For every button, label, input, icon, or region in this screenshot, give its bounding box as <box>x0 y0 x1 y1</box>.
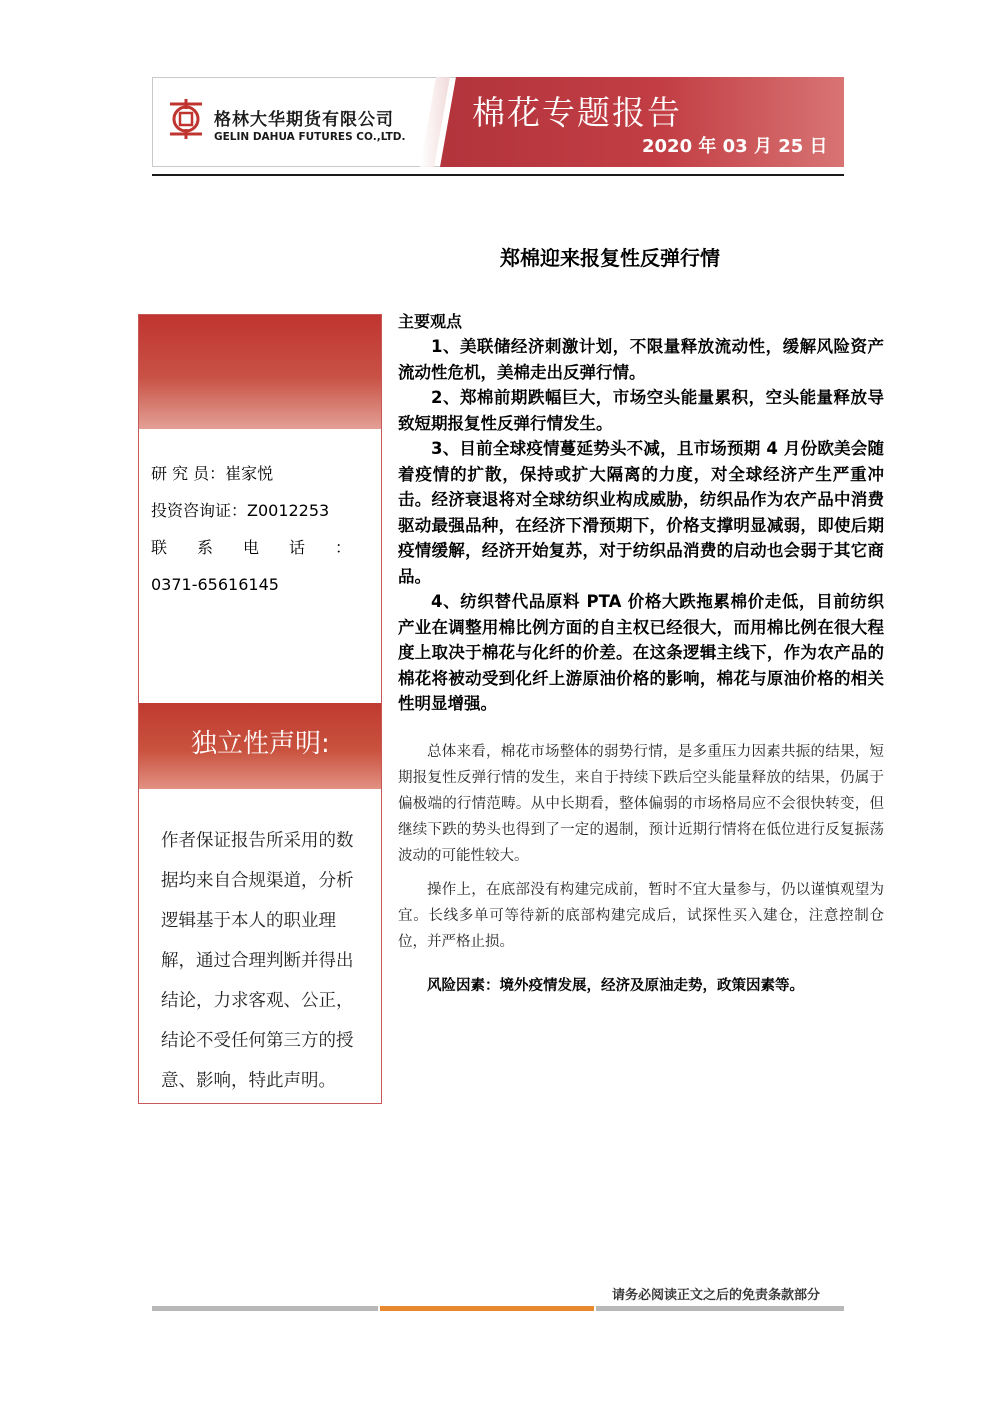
key-points-heading: 主要观点 <box>398 312 463 331</box>
phone-number: 0371-65616145 <box>151 575 279 594</box>
footer-bar-right <box>596 1306 844 1311</box>
phone-label-char: 电 <box>242 538 259 557</box>
phone-label-char: ： <box>334 538 351 557</box>
sidebar-top-band <box>139 315 381 429</box>
sidebar-panel <box>138 314 382 1104</box>
risk-factors: 风险因素：境外疫情发展，经济及原油走势，政策因素等。 <box>427 977 804 994</box>
header-divider <box>152 174 844 176</box>
company-name-cn: 格林大华期货有限公司 <box>214 110 394 130</box>
key-point: 1、美联储经济刺激计划，不限量释放流动性，缓解风险资产流动性危机，美棉走出反弹行情。 <box>398 337 884 382</box>
report-date: 2020 年 03 月 25 日 <box>642 136 828 157</box>
summary-paragraph: 总体来看，棉花市场整体的弱势行情，是多重压力因素共振的结果，短期报复性反弹行情的发生，来自于持续下跌后空头能量释放的结果，仍属于偏极端的行情范畴。从中长期看，整体偏弱的市场格局应不会很快转变，但继续下跌的势头也得到了一定的遏制，预计近期行情将在低位进行反复振荡波动的可能性较大。 <box>398 743 884 864</box>
company-logo-icon <box>166 96 206 142</box>
footer-bar-left <box>152 1306 378 1311</box>
key-point: 3、目前全球疫情蔓延势头不减，且市场预期 4 月份欧美会随着疫情的扩散，保持或扩大隔离的力度，对全球经济产生严重冲击。经济衰退将对全球纺织业构成威胁，纺织品作为农产品中消费驱动最强品种，在经济下滑预期下，价格支撑明显减弱，即使后期疫情缓解，经济开始复苏，对于纺织品消费的启动也会弱于其它商品。 <box>398 439 884 586</box>
company-name-en: GELIN DAHUA FUTURES CO.,LTD. <box>214 131 406 143</box>
declaration-text: 作者保证报告所采用的数据均来自合规渠道，分析逻辑基于本人的职业理解，通过合理判断并得出结论，力求客观、公正，结论不受任何第三方的授意、影响，特此声明。 <box>161 831 354 1091</box>
phone-label-char: 话 <box>288 538 305 557</box>
document-title: 郑棉迎来报复性反弹行情 <box>500 246 720 270</box>
analyst-license: 投资咨询证：Z0012253 <box>151 501 330 520</box>
report-type-title: 棉花专题报告 <box>472 93 682 132</box>
analyst-name: 研 究 员：崔家悦 <box>151 464 274 483</box>
key-point: 2、郑棉前期跌幅巨大，市场空头能量累积，空头能量释放导致短期报复性反弹行情发生。 <box>398 388 884 433</box>
disclaimer-note: 请务必阅读正文之后的免责条款部分 <box>612 1288 821 1303</box>
key-point: 4、纺织替代品原料 PTA 价格大跌拖累棉价走低，目前纺织产业在调整用棉比例方面的自主权已经很大，而用棉比例在很大程度上取决于棉花与化纤的价差。在这条逻辑主线下，作为农产品的棉花将被动受到化纤上游原油价格的影响，棉花与原油价格的相关性明显增强。 <box>398 592 884 713</box>
phone-label-char: 联 <box>151 538 168 557</box>
footer-bar-middle <box>380 1306 594 1311</box>
declaration-title: 独立性声明: <box>191 729 330 759</box>
phone-label <box>151 529 351 566</box>
analyst-info <box>151 455 363 603</box>
main-content <box>398 310 884 999</box>
report-banner <box>152 77 844 167</box>
phone-label-char: 系 <box>196 538 213 557</box>
operation-paragraph: 操作上，在底部没有构建完成前，暂时不宜大量参与，仍以谨慎观望为宜。长线多单可等待新的底部构建完成后，试探性买入建仓，注意控制仓位，并严格止损。 <box>398 881 884 950</box>
